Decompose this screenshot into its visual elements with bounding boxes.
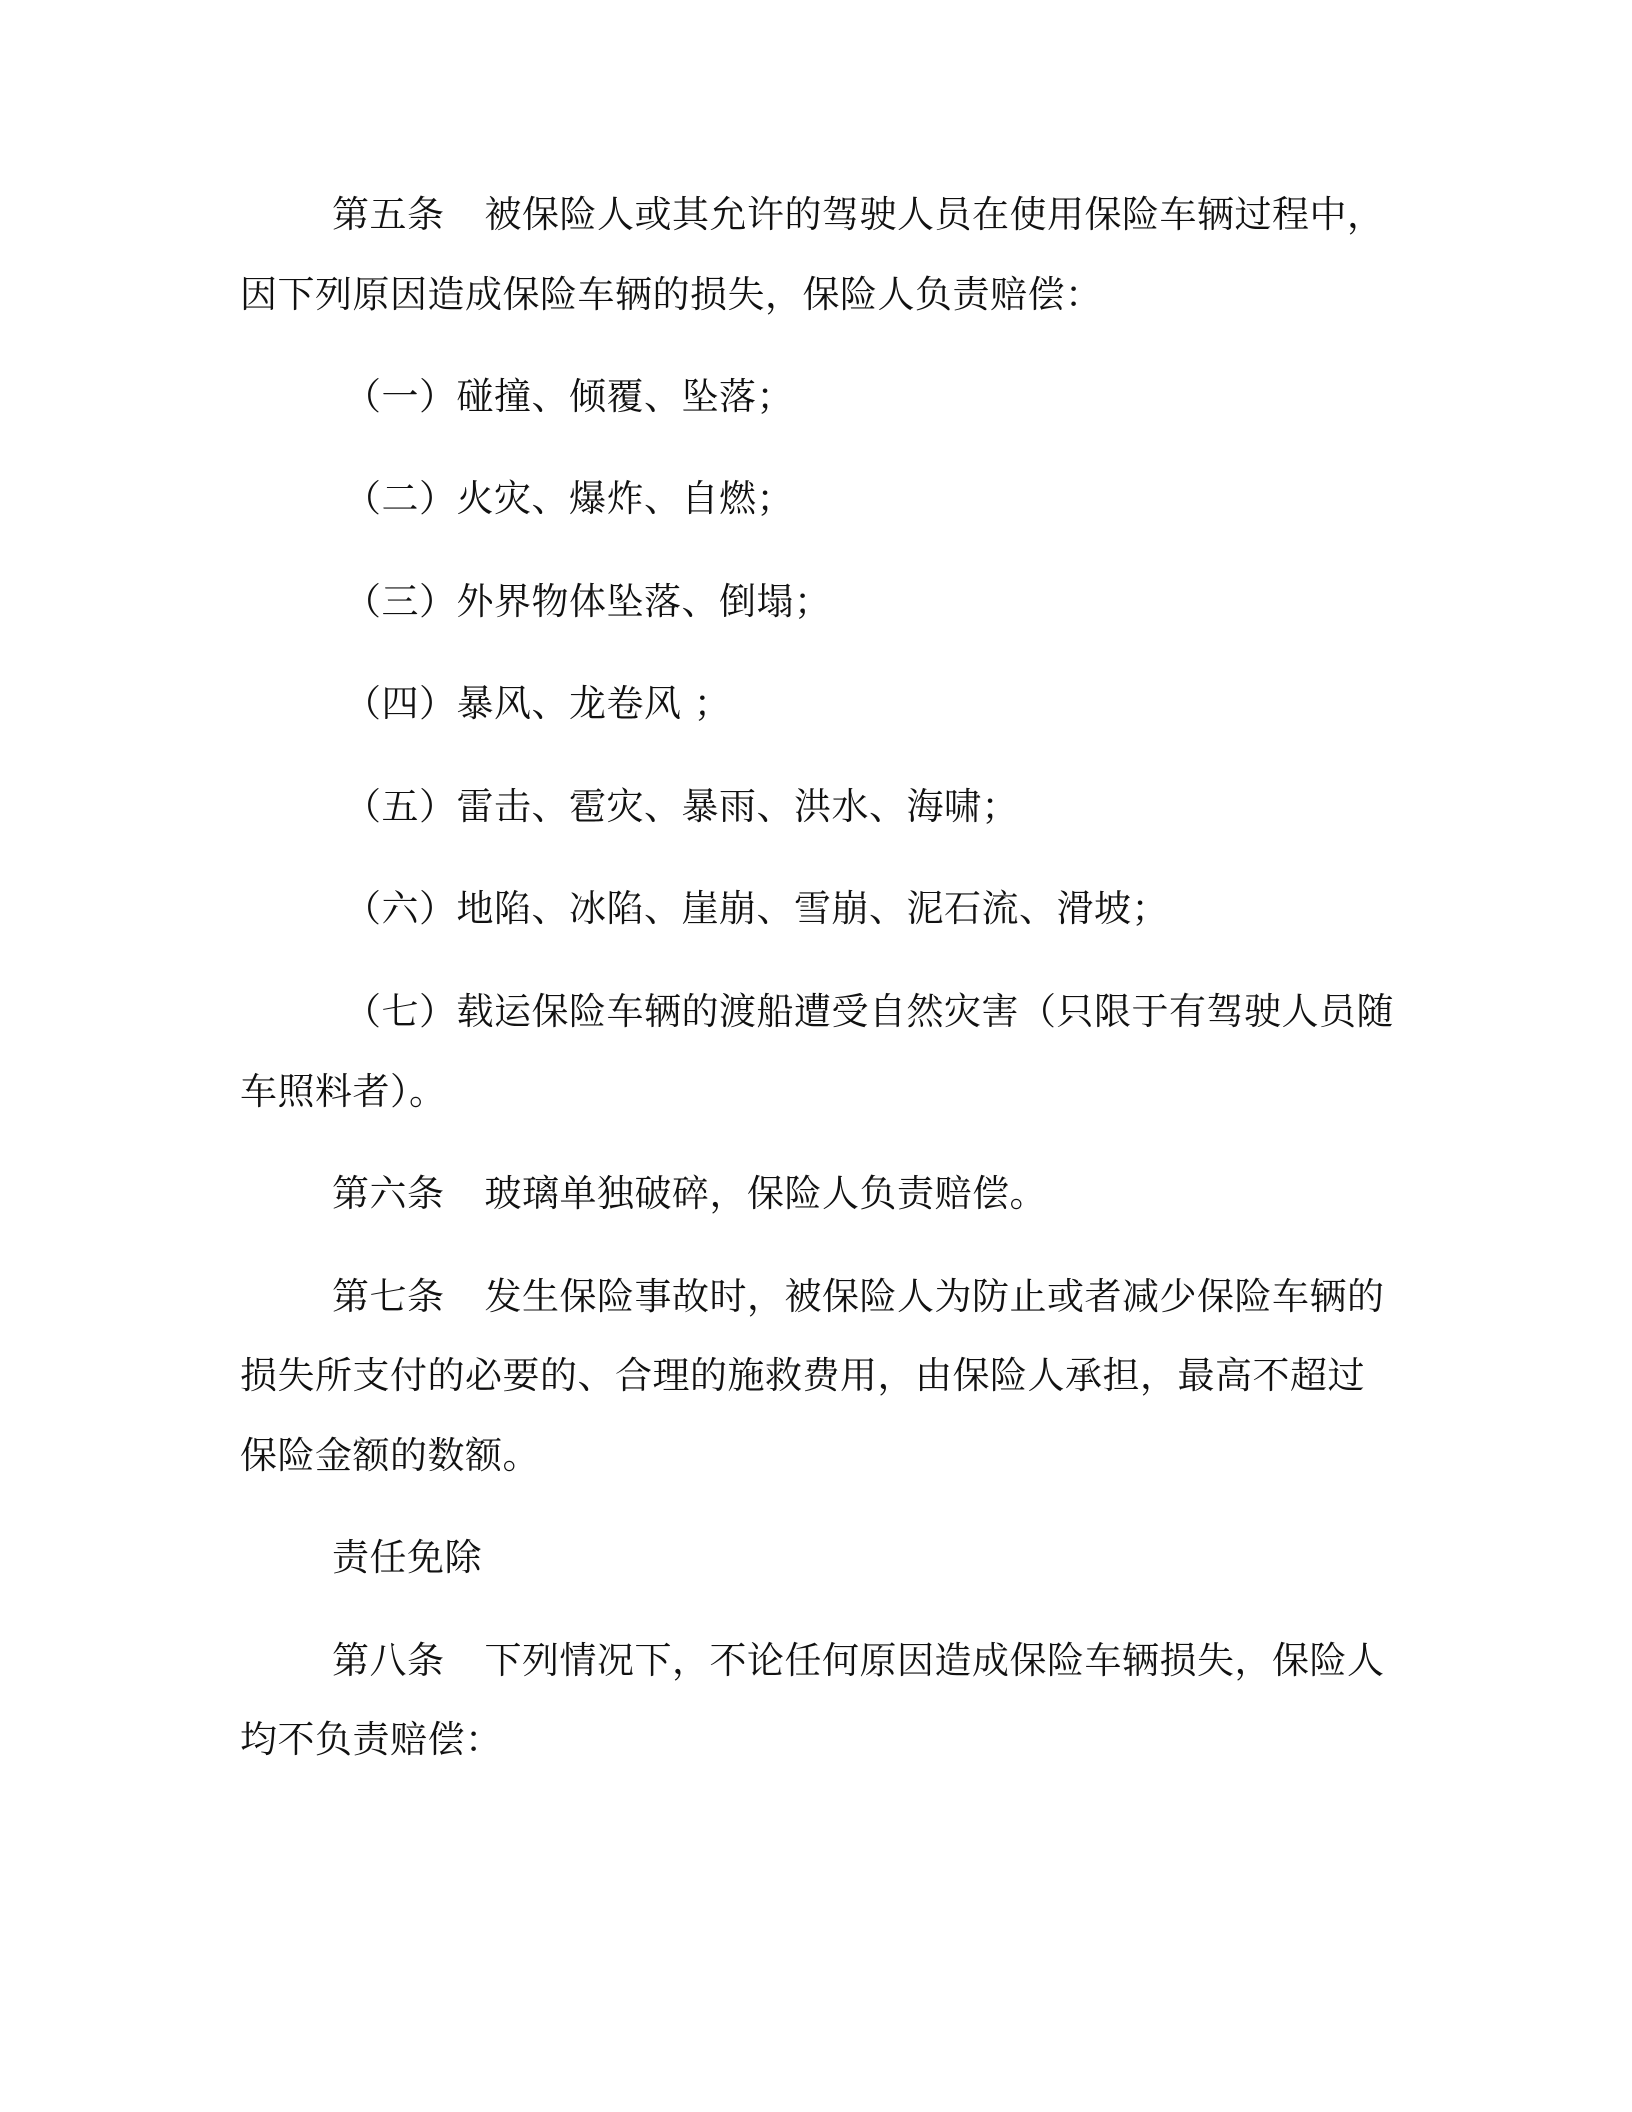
- section-title: 责任免除: [332, 1536, 482, 1579]
- item-5: （五）雷击、雹灾、暴雨、洪水、海啸；: [344, 785, 1019, 828]
- article-8-line-1: [332, 1634, 1632, 1688]
- article-5-text-1: 被保险人或其允许的驾驶人员在使用保险车辆过程中，: [484, 193, 1385, 236]
- article-8-text-1: 下列情况下，不论任何原因造成保险车辆损失，保险人: [484, 1639, 1385, 1682]
- article-5-line-1: [332, 188, 1632, 242]
- article-7-line-1: [332, 1270, 1632, 1324]
- article-7-text-1: 发生保险事故时，被保险人为防止或者减少保险车辆的: [484, 1275, 1385, 1318]
- article-7-heading: 第七条: [332, 1275, 445, 1318]
- item-1: （一）碰撞、倾覆、坠落；: [344, 375, 794, 418]
- article-8-heading: 第八条: [332, 1639, 445, 1682]
- article-7-line-3: 保险金额的数额。: [240, 1434, 540, 1477]
- article-8-line-2: 均不负责赔偿：: [240, 1718, 503, 1761]
- item-3: （三）外界物体坠落、倒塌；: [344, 580, 832, 623]
- article-7-line-2: 损失所支付的必要的、合理的施救费用，由保险人承担，最高不超过: [240, 1354, 1365, 1397]
- article-5-line-2: 因下列原因造成保险车辆的损失，保险人负责赔偿：: [240, 273, 1103, 316]
- item-4: （四）暴风、龙卷风 ；: [344, 682, 732, 725]
- item-7-line-1: （七）载运保险车辆的渡船遭受自然灾害（只限于有驾驶人员随: [344, 990, 1394, 1033]
- article-6-text: 玻璃单独破碎，保险人负责赔偿。: [484, 1172, 1047, 1215]
- item-6: （六）地陷、冰陷、崖崩、雪崩、泥石流、滑坡；: [344, 887, 1169, 930]
- article-6-heading: 第六条: [332, 1172, 445, 1215]
- article-5-heading: 第五条: [332, 193, 445, 236]
- item-2: （二）火灾、爆炸、自燃；: [344, 477, 794, 520]
- article-6: [332, 1167, 1632, 1221]
- item-7-line-2: 车照料者）。: [240, 1070, 447, 1113]
